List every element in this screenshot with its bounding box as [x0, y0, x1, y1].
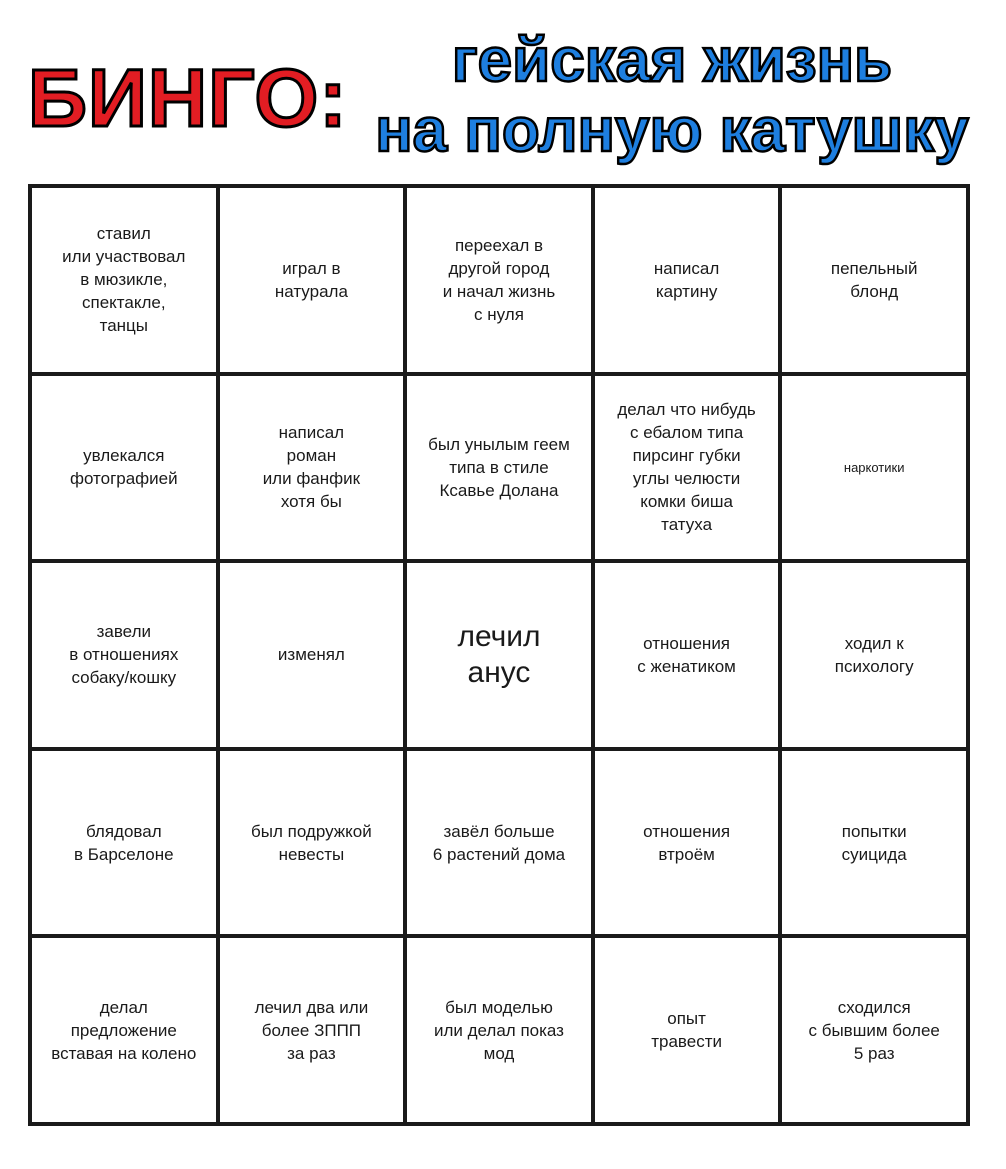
bingo-cell-r4c2[interactable]: был подружкой невесты — [220, 751, 404, 935]
bingo-cell-r3c2[interactable]: изменял — [220, 563, 404, 747]
bingo-cell-r2c5[interactable]: наркотики — [782, 376, 966, 560]
bingo-cell-r5c2[interactable]: лечил два или более ЗППП за раз — [220, 938, 404, 1122]
header — [0, 0, 1006, 180]
bingo-cell-center[interactable]: лечил анус — [407, 563, 591, 747]
bingo-cell-r3c5[interactable]: ходил к психологу — [782, 563, 966, 747]
bingo-cell-r2c2[interactable]: написал роман или фанфик хотя бы — [220, 376, 404, 560]
subtitle-line-2: на полную катушку — [375, 96, 969, 165]
bingo-cell-r3c4[interactable]: отношения с женатиком — [595, 563, 779, 747]
bingo-cell-r4c5[interactable]: попытки суицида — [782, 751, 966, 935]
bingo-cell-r1c4[interactable]: написал картину — [595, 188, 779, 372]
bingo-cell-r5c1[interactable]: делал предложение вставая на колено — [32, 938, 216, 1122]
bingo-cell-r1c3[interactable]: переехал в другой город и начал жизнь с нуля — [407, 188, 591, 372]
bingo-cell-r4c4[interactable]: отношения втроём — [595, 751, 779, 935]
bingo-cell-r3c1[interactable]: завели в отношениях собаку/кошку — [32, 563, 216, 747]
bingo-cell-r5c4[interactable]: опыт травести — [595, 938, 779, 1122]
bingo-cell-r1c1[interactable]: ставил или участвовал в мюзикле, спектакле, танцы — [32, 188, 216, 372]
subtitle-line-1: гейская жизнь — [451, 26, 893, 95]
bingo-cell-r1c2[interactable]: играл в натурала — [220, 188, 404, 372]
bingo-cell-r2c1[interactable]: увлекался фотографией — [32, 376, 216, 560]
bingo-cell-r2c3[interactable]: был унылым геем типа в стиле Ксавье Долана — [407, 376, 591, 560]
bingo-cell-r4c1[interactable]: блядовал в Барселоне — [32, 751, 216, 935]
bingo-cell-r1c5[interactable]: пепельный блонд — [782, 188, 966, 372]
bingo-cell-r2c4[interactable]: делал что нибудь с ебалом типа пирсинг губки углы челюсти комки биша татуха — [595, 376, 779, 560]
bingo-title: БИНГО: — [28, 53, 348, 144]
bingo-cell-r5c5[interactable]: сходился с бывшим более 5 раз — [782, 938, 966, 1122]
bingo-cell-r5c3[interactable]: был моделью или делал показ мод — [407, 938, 591, 1122]
bingo-board — [28, 184, 970, 1126]
bingo-cell-r4c3[interactable]: завёл больше 6 растений дома — [407, 751, 591, 935]
